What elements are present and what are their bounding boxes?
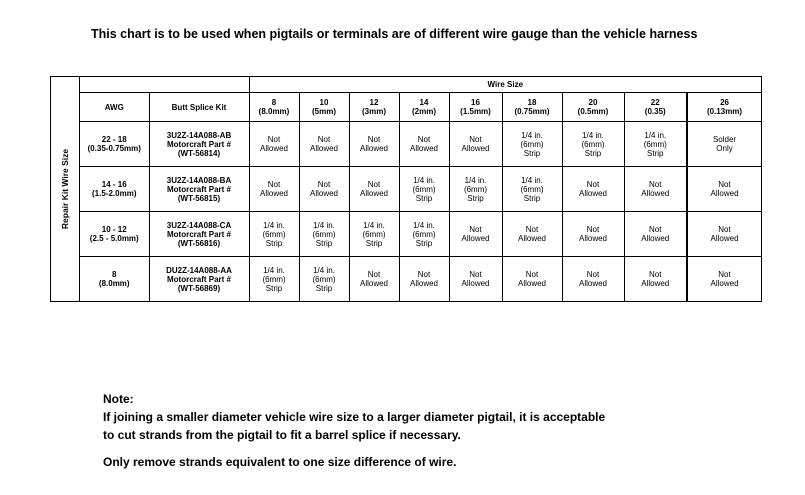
col-mm: (5mm) <box>311 107 336 116</box>
cell-line: (6mm) <box>581 139 605 149</box>
cell-line: (2.5 - 5.0mm) <box>89 234 139 243</box>
cell-line: Not <box>649 225 662 234</box>
cell-line: (6mm) <box>643 139 667 149</box>
cell-line: Strip <box>415 238 433 248</box>
butt-splice-header: Butt Splice Kit <box>149 93 249 122</box>
cell-line: Allowed <box>710 189 739 198</box>
cell-line: Not <box>718 270 731 279</box>
wire-cell <box>449 212 502 257</box>
cell-line: Strip <box>315 238 333 248</box>
cell-line: (6mm) <box>520 184 544 194</box>
col-gauge: 20 <box>588 98 598 107</box>
wire-cell <box>687 167 761 212</box>
cell-line: DU2Z-14A088-AA <box>166 265 232 275</box>
cell-line: 1/4 in. <box>263 220 285 230</box>
awg-cell <box>80 257 149 302</box>
wire-cell <box>502 167 562 212</box>
wire-cell <box>399 212 449 257</box>
side-label: Repair Kit Wire Size <box>60 148 70 230</box>
note-line-3: Only remove strands equivalent to one size difference of wire. <box>103 455 457 469</box>
wire-cell <box>399 122 449 167</box>
cell-line: Allowed <box>461 234 490 243</box>
col-mm: (1.5mm) <box>460 107 491 116</box>
cell-line: Strip <box>365 238 383 248</box>
cell-line: Allowed <box>517 279 546 288</box>
wire-cell <box>562 257 624 302</box>
wire-cell <box>624 257 687 302</box>
wire-size-col-26 <box>687 93 761 122</box>
cell-line: Not <box>586 225 600 234</box>
cell-line: Strip <box>467 193 484 203</box>
cell-line: 14 - 16 <box>101 180 127 189</box>
col-gauge: 8 <box>271 98 277 107</box>
cell-line: Not <box>267 135 281 144</box>
col-gauge: 16 <box>471 98 480 107</box>
cell-line: Allowed <box>309 144 338 153</box>
cell-line: Allowed <box>578 279 607 288</box>
cell-line: (6mm) <box>262 229 286 239</box>
cell-line: Allowed <box>710 279 739 288</box>
wire-cell <box>399 167 449 212</box>
cell-line: Not <box>586 180 600 189</box>
cell-line: 22 - 18 <box>101 135 127 144</box>
wire-cell <box>299 257 349 302</box>
cell-line: (6mm) <box>262 274 286 284</box>
cell-line: Strip <box>584 148 602 158</box>
cell-line: Not <box>469 135 482 144</box>
wire-cell <box>502 122 562 167</box>
cell-line: Allowed <box>461 144 490 153</box>
wire-size-col-18 <box>502 93 562 122</box>
cell-line: Not <box>317 180 331 189</box>
wire-size-col-8 <box>249 93 299 122</box>
col-mm: (0.75mm) <box>514 107 550 116</box>
cell-line: Motorcraft Part # <box>166 139 231 149</box>
cell-line: Allowed <box>309 189 338 198</box>
cell-line: 1/4 in. <box>313 265 335 275</box>
cell-line: Allowed <box>461 279 490 288</box>
cell-line: Allowed <box>578 189 607 198</box>
cell-line: Not <box>417 135 431 144</box>
cell-line: 3U2Z-14A088-AB <box>166 130 232 140</box>
wire-cell <box>349 122 399 167</box>
table-row <box>80 122 761 167</box>
cell-line: Allowed <box>259 144 288 153</box>
table-row <box>80 257 761 302</box>
header-spacer <box>80 77 249 93</box>
wire-cell <box>299 122 349 167</box>
cell-line: 1/4 in. <box>413 220 435 230</box>
cell-line: Allowed <box>259 189 288 198</box>
cell-line: Strip <box>415 193 433 203</box>
cell-line: Not <box>469 225 482 234</box>
awg-cell <box>80 167 149 212</box>
wire-cell <box>624 122 687 167</box>
cell-line: 1/4 in. <box>644 130 667 140</box>
note-heading: Note: <box>103 392 134 406</box>
cell-line: 1/4 in. <box>464 175 487 185</box>
wire-cell <box>562 122 624 167</box>
cell-line: Strip <box>315 283 333 293</box>
cell-line: Allowed <box>409 279 438 288</box>
cell-line: Allowed <box>409 144 438 153</box>
cell-line: (6mm) <box>312 274 336 284</box>
cell-line: Not <box>367 180 381 189</box>
cell-line: Not <box>367 270 381 279</box>
cell-line: Allowed <box>641 189 670 198</box>
col-mm: (0.13mm) <box>706 107 743 116</box>
cell-line: Strip <box>265 283 283 293</box>
wire-cell <box>249 167 299 212</box>
cell-line: Not <box>417 270 431 279</box>
col-gauge: 14 <box>419 98 429 107</box>
cell-line: 3U2Z-14A088-CA <box>166 220 232 230</box>
wire-cell <box>502 212 562 257</box>
cell-line: Not <box>649 270 662 279</box>
col-mm: (3mm) <box>361 107 386 116</box>
wire-cell <box>449 167 502 212</box>
awg-cell <box>80 212 149 257</box>
cell-line: Allowed <box>359 144 388 153</box>
cell-line: Not <box>525 225 539 234</box>
col-mm: (0.35) <box>644 107 666 116</box>
side-label-cell <box>51 77 80 301</box>
col-mm: (0.5mm) <box>577 107 609 116</box>
wire-cell <box>249 257 299 302</box>
cell-line: Strip <box>523 193 541 203</box>
wire-cell <box>299 167 349 212</box>
cell-line: Allowed <box>359 279 388 288</box>
cell-line: 1/4 in. <box>363 220 385 230</box>
cell-line: Solder <box>712 135 737 144</box>
cell-line: Strip <box>265 238 283 248</box>
cell-line: Not <box>718 225 731 234</box>
cell-line: Motorcraft Part # <box>166 229 231 239</box>
wire-cell <box>562 212 624 257</box>
cell-line: (WT-56869) <box>177 283 221 293</box>
wire-size-col-10 <box>299 93 349 122</box>
cell-line: Not <box>469 270 482 279</box>
cell-line: Not <box>586 270 600 279</box>
cell-line: (0.35-0.75mm) <box>87 144 141 153</box>
cell-line: Allowed <box>641 234 670 243</box>
col-gauge: 10 <box>319 98 329 107</box>
wire-cell <box>687 257 761 302</box>
wire-size-col-16 <box>449 93 502 122</box>
wire-cell <box>687 212 761 257</box>
note-line-1: If joining a smaller diameter vehicle wire size to a larger diameter pigtail, it is acceptable <box>103 410 606 424</box>
wire-size-col-22 <box>624 93 687 122</box>
cell-line: Not <box>267 180 281 189</box>
cell-line: Allowed <box>710 234 739 243</box>
wire-cell <box>624 212 687 257</box>
table-row <box>80 212 761 257</box>
wire-cell <box>399 257 449 302</box>
wire-cell <box>449 257 502 302</box>
kit-cell <box>149 212 249 257</box>
wire-cell <box>349 167 399 212</box>
cell-line: Motorcraft Part # <box>166 184 231 194</box>
wire-table <box>80 77 761 301</box>
cell-line: Strip <box>523 148 541 158</box>
cell-line: Not <box>718 180 731 189</box>
wire-cell <box>502 257 562 302</box>
cell-line: Allowed <box>578 234 607 243</box>
page-title: This chart is to be used when pigtails or terminals are of different wire gauge than the vehicle harness <box>91 27 698 41</box>
col-gauge: 12 <box>369 98 379 107</box>
wire-cell <box>624 167 687 212</box>
cell-line: (6mm) <box>412 184 436 194</box>
cell-line: 10 - 12 <box>101 225 127 234</box>
cell-line: Not <box>367 135 381 144</box>
cell-line: 1/4 in. <box>413 175 435 185</box>
wire-size-header: Wire Size <box>249 77 761 93</box>
cell-line: (8.0mm) <box>98 279 130 288</box>
note-line-2: to cut strands from the pigtail to fit a barrel splice if necessary. <box>103 428 461 442</box>
wire-cell <box>249 122 299 167</box>
cell-line: (6mm) <box>412 229 436 239</box>
col-gauge: 26 <box>720 98 729 107</box>
wire-size-col-14 <box>399 93 449 122</box>
kit-cell <box>149 167 249 212</box>
col-mm: (2mm) <box>411 107 436 116</box>
cell-line: Allowed <box>517 234 546 243</box>
cell-line: 8 <box>112 270 117 279</box>
cell-line: 3U2Z-14A088-BA <box>166 175 232 185</box>
wire-size-col-12 <box>349 93 399 122</box>
wire-cell <box>562 167 624 212</box>
cell-line: 1/4 in. <box>521 175 543 185</box>
cell-line: Not <box>649 180 662 189</box>
cell-line: (6mm) <box>362 229 386 239</box>
cell-line: Not <box>317 135 331 144</box>
cell-line: Only <box>716 144 733 153</box>
cell-line: Motorcraft Part # <box>166 274 231 284</box>
kit-cell <box>149 122 249 167</box>
cell-line: (WT-56815) <box>177 193 221 203</box>
cell-line: Allowed <box>641 279 670 288</box>
wire-cell <box>349 212 399 257</box>
cell-line: 1/4 in. <box>582 130 604 140</box>
wire-size-chart <box>50 76 762 302</box>
cell-line: (1.5-2.0mm) <box>92 189 137 198</box>
cell-line: Allowed <box>359 189 388 198</box>
awg-cell <box>80 122 149 167</box>
cell-line: (6mm) <box>312 229 336 239</box>
cell-line: (WT-56814) <box>177 148 221 158</box>
wire-size-col-20 <box>562 93 624 122</box>
wire-cell <box>449 122 502 167</box>
cell-line: Strip <box>647 148 664 158</box>
col-mm: (8.0mm) <box>258 107 290 116</box>
note-block <box>103 390 605 471</box>
wire-cell <box>249 212 299 257</box>
awg-header: AWG <box>80 93 149 122</box>
col-gauge: 22 <box>650 98 660 107</box>
col-gauge: 18 <box>527 98 537 107</box>
cell-line: Not <box>525 270 539 279</box>
wire-cell <box>687 122 761 167</box>
cell-line: 1/4 in. <box>263 265 285 275</box>
wire-cell <box>299 212 349 257</box>
wire-cell <box>349 257 399 302</box>
table-row <box>80 167 761 212</box>
cell-line: 1/4 in. <box>521 130 543 140</box>
cell-line: (WT-56816) <box>177 238 221 248</box>
cell-line: (6mm) <box>520 139 544 149</box>
cell-line: (6mm) <box>463 184 488 194</box>
kit-cell <box>149 257 249 302</box>
cell-line: 1/4 in. <box>313 220 335 230</box>
